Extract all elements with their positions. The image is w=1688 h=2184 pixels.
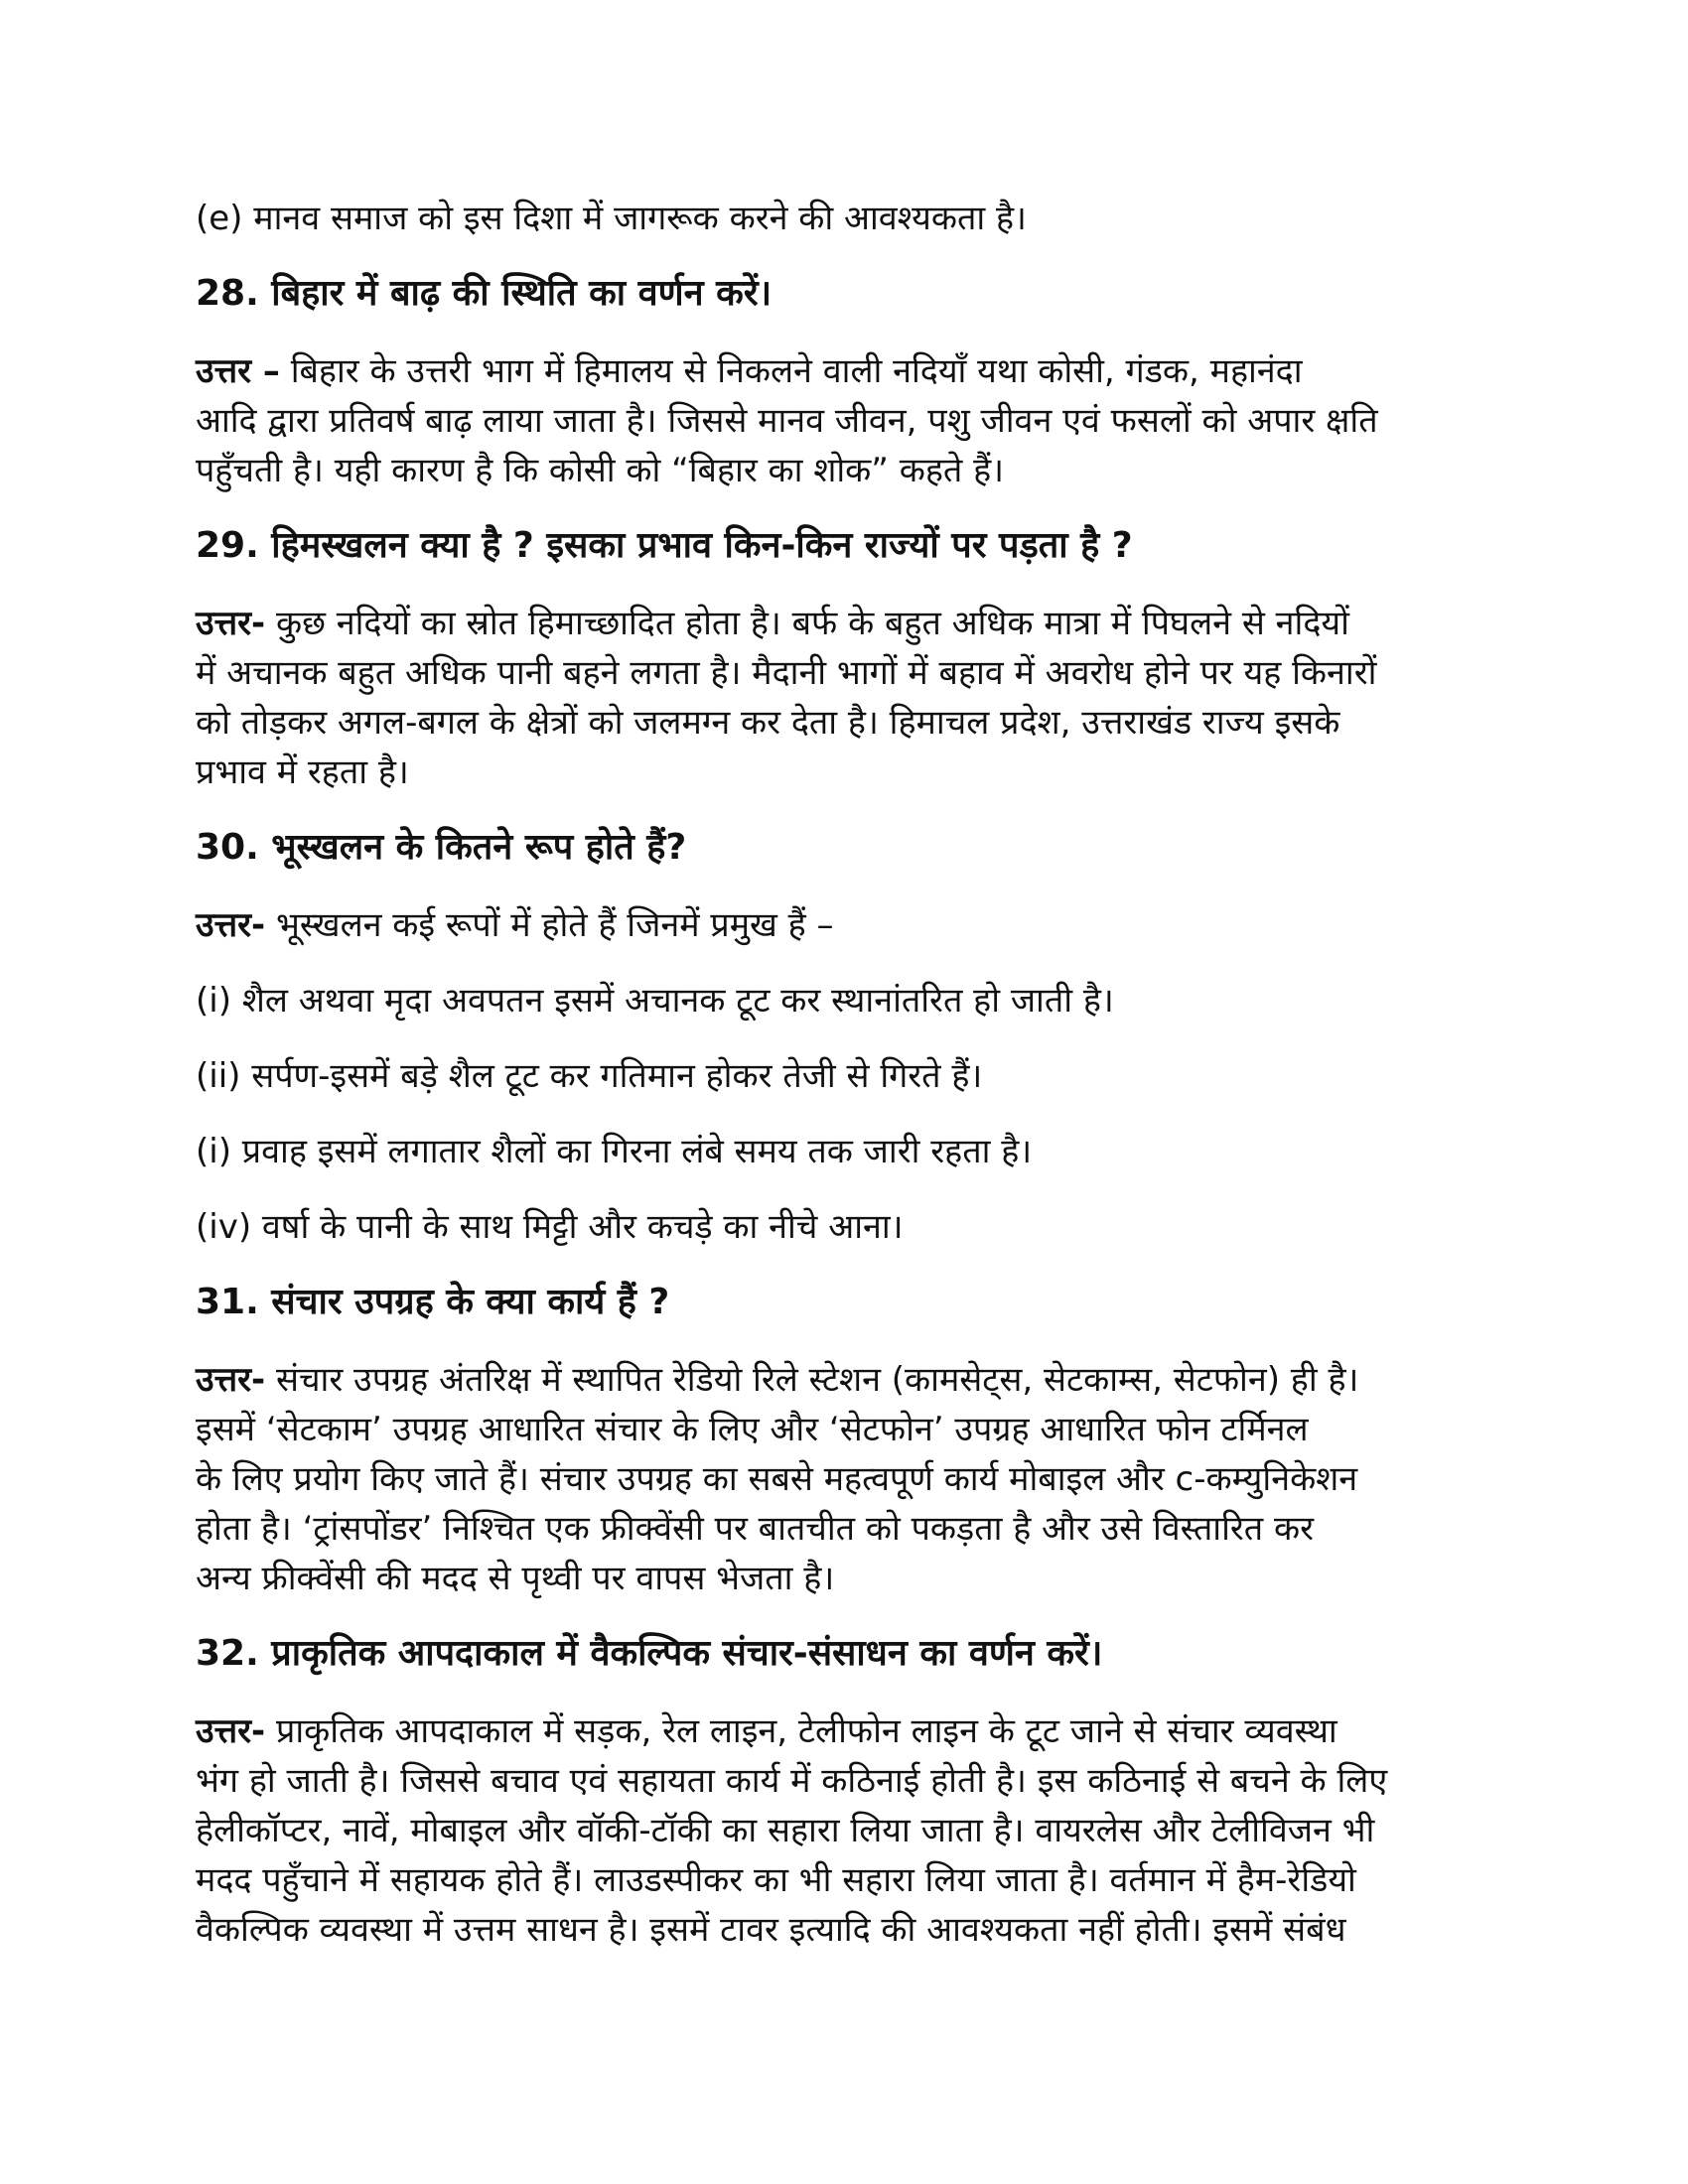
answer-label: उत्तर- <box>196 604 266 643</box>
answer-label: उत्तर – <box>196 351 280 391</box>
answer-28-line-2: आदि द्वारा प्रतिवर्ष बाढ़ लाया जाता है। जिससे मानव जीवन, पशु जीवन एवं फसलों को अपार क्षति <box>196 401 1378 441</box>
answer-label: उत्तर- <box>196 1711 266 1751</box>
answer-label: उत्तर- <box>196 1360 266 1400</box>
answer-31-line-3: के लिए प्रयोग किए जाते हैं। संचार उपग्रह का सबसे महत्वपूर्ण कार्य मोबाइल और c-कम्युनिकेशन <box>196 1459 1358 1499</box>
answer-32-line-4: मदद पहुँचाने में सहायक होते हैं। लाउडस्पीकर का भी सहारा लिया जाता है। वर्तमान में हैम-रेडियो <box>196 1860 1356 1900</box>
answer-32-line-2: भंग हो जाती है। जिससे बचाव एवं सहायता कार्य में कठिनाई होती है। इस कठिनाई से बचने के लिए <box>196 1761 1388 1801</box>
answer-label: उत्तर- <box>196 905 266 945</box>
question-31-heading: 31. संचार उपग्रह के क्या कार्य हैं ? <box>196 1282 670 1322</box>
answer-31-line-1: उत्तर- संचार उपग्रह अंतरिक्ष में स्थापित रेडियो रिले स्टेशन (कामसेट्स, सेटकाम्स, सेटफोन) ही है। <box>196 1360 1359 1400</box>
intro-line: (e) मानव समाज को इस दिशा में जागरूक करने की आवश्यकता है। <box>196 199 1027 238</box>
answer-31-line-5: अन्य फ्रीक्वेंसी की मदद से पृथ्वी पर वापस भेजता है। <box>196 1559 835 1598</box>
answer-32-line-3: हेलीकॉप्टर, नावें, मोबाइल और वॉकी-टॉकी का सहारा लिया जाता है। वायरलेस और टेलीविजन भी <box>196 1811 1375 1850</box>
question-28-heading: 28. बिहार में बाढ़ की स्थिति का वर्णन करें। <box>196 273 773 314</box>
document-page <box>196 194 1496 1955</box>
answer-28-line-3: पहुँचती है। यही कारण है कि कोसी को “बिहार का शोक” कहते हैं। <box>196 451 1005 490</box>
answer-29-line-3: को तोड़कर अगल-बगल के क्षेत्रों को जलमग्न कर देता है। हिमाचल प्रदेश, उत्तराखंड राज्य इसके <box>196 703 1340 743</box>
answer-31-line-2: इसमें ‘सेटकाम’ उपग्रह आधारित संचार के लिए और ‘सेटफोन’ उपग्रह आधारित फोन टर्मिनल <box>196 1410 1309 1449</box>
question-29-heading: 29. हिमस्खलन क्या है ? इसका प्रभाव किन-किन राज्यों पर पड़ता है ? <box>196 525 1133 566</box>
answer-32-line-5: वैकल्पिक व्यवस्था में उत्तम साधन है। इसमें टावर इत्यादि की आवश्यकता नहीं होती। इसमें संबंध <box>196 1910 1346 1950</box>
answer-29-line-2: में अचानक बहुत अधिक पानी बहने लगता है। मैदानी भागों में बहाव में अवरोध होने पर यह किनारों <box>196 653 1377 693</box>
answer-28-line-1: उत्तर – बिहार के उत्तरी भाग में हिमालय से निकलने वाली नदियाँ यथा कोसी, गंडक, महानंदा <box>196 351 1303 391</box>
answer-30-point-3: (i) प्रवाह इसमें लगातार शैलों का गिरना लंबे समय तक जारी रहता है। <box>196 1132 1033 1171</box>
answer-29-line-4: प्रभाव में रहता है। <box>196 752 409 792</box>
answer-32-line-1: उत्तर- प्राकृतिक आपदाकाल में सड़क, रेल लाइन, टेलीफोन लाइन के टूट जाने से संचार व्यवस्था <box>196 1711 1337 1751</box>
answer-31-line-4: होता है। ‘ट्रांसपोंडर’ निश्चित एक फ्रीक्वेंसी पर बातचीत को पकड़ता है और उसे विस्तारित कर <box>196 1509 1315 1549</box>
answer-30-point-1: (i) शैल अथवा मृदा अवपतन इसमें अचानक टूट कर स्थानांतरित हो जाती है। <box>196 981 1114 1021</box>
question-30-heading: 30. भूस्खलन के कितने रूप होते हैं? <box>196 827 687 868</box>
answer-30-point-4: (iv) वर्षा के पानी के साथ मिट्टी और कचड़े का नीचे आना। <box>196 1207 904 1247</box>
question-32-heading: 32. प्राकृतिक आपदाकाल में वैकल्पिक संचार-संसाधन का वर्णन करें। <box>196 1633 1103 1674</box>
answer-30-intro: उत्तर- भूस्खलन कई रूपों में होते हैं जिनमें प्रमुख हैं – <box>196 905 834 945</box>
answer-29-line-1: उत्तर- कुछ नदियों का स्रोत हिमाच्छादित होता है। बर्फ के बहुत अधिक मात्रा में पिघलने से नदियों <box>196 604 1349 643</box>
answer-30-point-2: (ii) सर्पण-इसमें बड़े शैल टूट कर गतिमान होकर तेजी से गिरते हैं। <box>196 1056 983 1096</box>
